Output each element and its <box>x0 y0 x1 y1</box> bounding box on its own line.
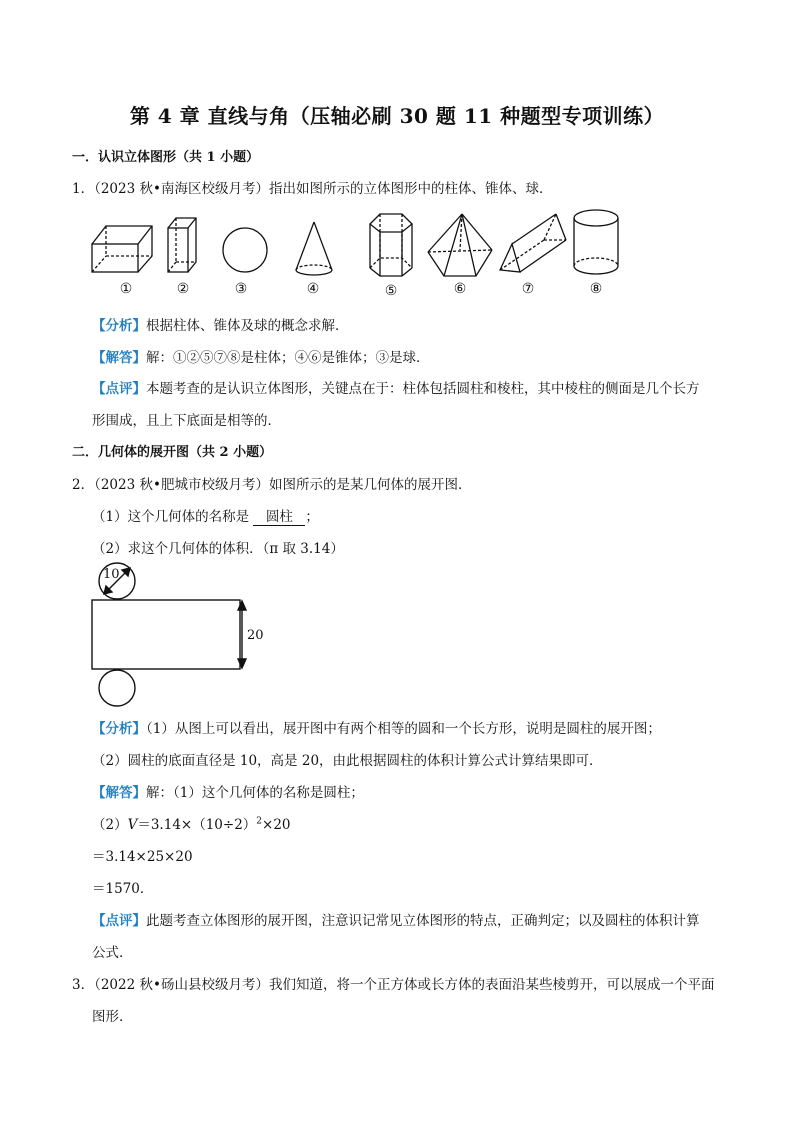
q1-comment-line-2: 形围成，且上下底面是相等的． <box>92 413 281 429</box>
exponent: 2 <box>256 816 263 827</box>
q2-answer <box>92 781 364 801</box>
solid-label-3: ③ <box>234 281 248 297</box>
answer-tag: 【解答】 <box>92 350 146 366</box>
solid-label-7: ⑦ <box>521 281 535 297</box>
solid-label-6: ⑥ <box>453 281 467 297</box>
comment-tag-2: 【点评】 <box>92 913 146 929</box>
comment-tag: 【点评】 <box>92 381 146 397</box>
q2-analysis <box>92 717 661 737</box>
q1-analysis-text: 根据柱体、锥体及球的概念求解． <box>146 318 349 334</box>
q1-comment-line-1: 本题考查的是认识立体图形，关键点在于：柱体包括圆柱和棱柱，其中棱柱的侧面是几个长方 <box>146 381 700 397</box>
analysis-tag: 【分析】 <box>92 318 146 334</box>
q2-analysis-line-2: （2）圆柱的底面直径是 10，高是 20，由此根据圆柱的体积计算公式计算结果即可． <box>92 753 603 769</box>
q2-part-1-prefix: （1）这个几何体的名称是 <box>92 509 250 525</box>
solid-label-1: ① <box>119 281 133 297</box>
section-heading-1: 一．认识立体图形（共 1 小题） <box>72 150 260 165</box>
solid-label-5: ⑤ <box>384 283 398 299</box>
q2-comment-line-2: 公式． <box>92 945 133 961</box>
volume-variable: V <box>127 817 138 833</box>
q1-answer-text: 解：①②⑤⑦⑧是柱体；④⑥是锥体；③是球． <box>146 350 430 366</box>
question-2-number: 2． <box>72 477 95 493</box>
question-3-line-2: 图形． <box>92 1009 133 1025</box>
q2-part-2: （2）求这个几何体的体积．（π 取 3.14） <box>92 541 344 557</box>
analysis-tag-2: 【分析】 <box>92 721 146 737</box>
solid-label-2: ② <box>176 281 190 297</box>
q2-answer-line-3: ＝3.14×25×20 <box>92 849 193 865</box>
q2-answer-2-prefix: （2） <box>92 817 128 833</box>
question-1-stem: （2023 秋•南海区校级月考）指出如图所示的立体图形中的柱体、锥体、球． <box>94 181 553 197</box>
answer-tag-2: 【解答】 <box>92 785 146 801</box>
solid-label-8: ⑧ <box>589 281 603 297</box>
question-2-stem: （2023 秋•肥城市校级月考）如图所示的是某几何体的展开图． <box>94 477 472 493</box>
q2-comment-line-1: 此题考查立体图形的展开图，注意识记常见立体图形的特点，正确判定；以及圆柱的体积计算 <box>146 913 700 929</box>
solid-label-4: ④ <box>306 281 320 297</box>
section-heading-2: 二．几何体的展开图（共 2 小题） <box>72 445 273 460</box>
question-3-stem: （2022 秋•砀山县校级月考）我们知道，将一个正方体或长方体的表面沿某些棱剪开，可以展成一个平面 <box>94 977 715 993</box>
question-3-number: 3． <box>72 977 95 993</box>
diameter-label: 10 <box>103 567 120 582</box>
q2-answer-2-tail: ×20 <box>262 817 291 833</box>
net-bottom-circle <box>99 670 135 706</box>
q2-part-1-suffix: ； <box>305 509 319 525</box>
q2-answer-line-1: 解：（1）这个几何体的名称是圆柱； <box>146 785 364 801</box>
page-title: 第 4 章 直线与角（压轴必刷 30 题 11 种题型专项训练） <box>129 104 665 128</box>
q2-analysis-line-1: （1）从图上可以看出，展开图中有两个相等的圆和一个长方形，说明是圆柱的展开图； <box>146 721 661 737</box>
height-label: 20 <box>247 628 264 643</box>
q2-part-1-answer-blank: 圆柱 <box>253 505 305 526</box>
question-3-text <box>72 973 714 993</box>
q2-answer-2-expr: ＝3.14×（10÷2） <box>137 817 257 833</box>
q2-comment <box>92 909 700 929</box>
q2-answer-line-2 <box>92 813 291 833</box>
net-rectangle <box>92 600 240 669</box>
q2-answer-line-4: ＝1570． <box>92 881 154 897</box>
question-1-number: 1． <box>72 181 95 197</box>
